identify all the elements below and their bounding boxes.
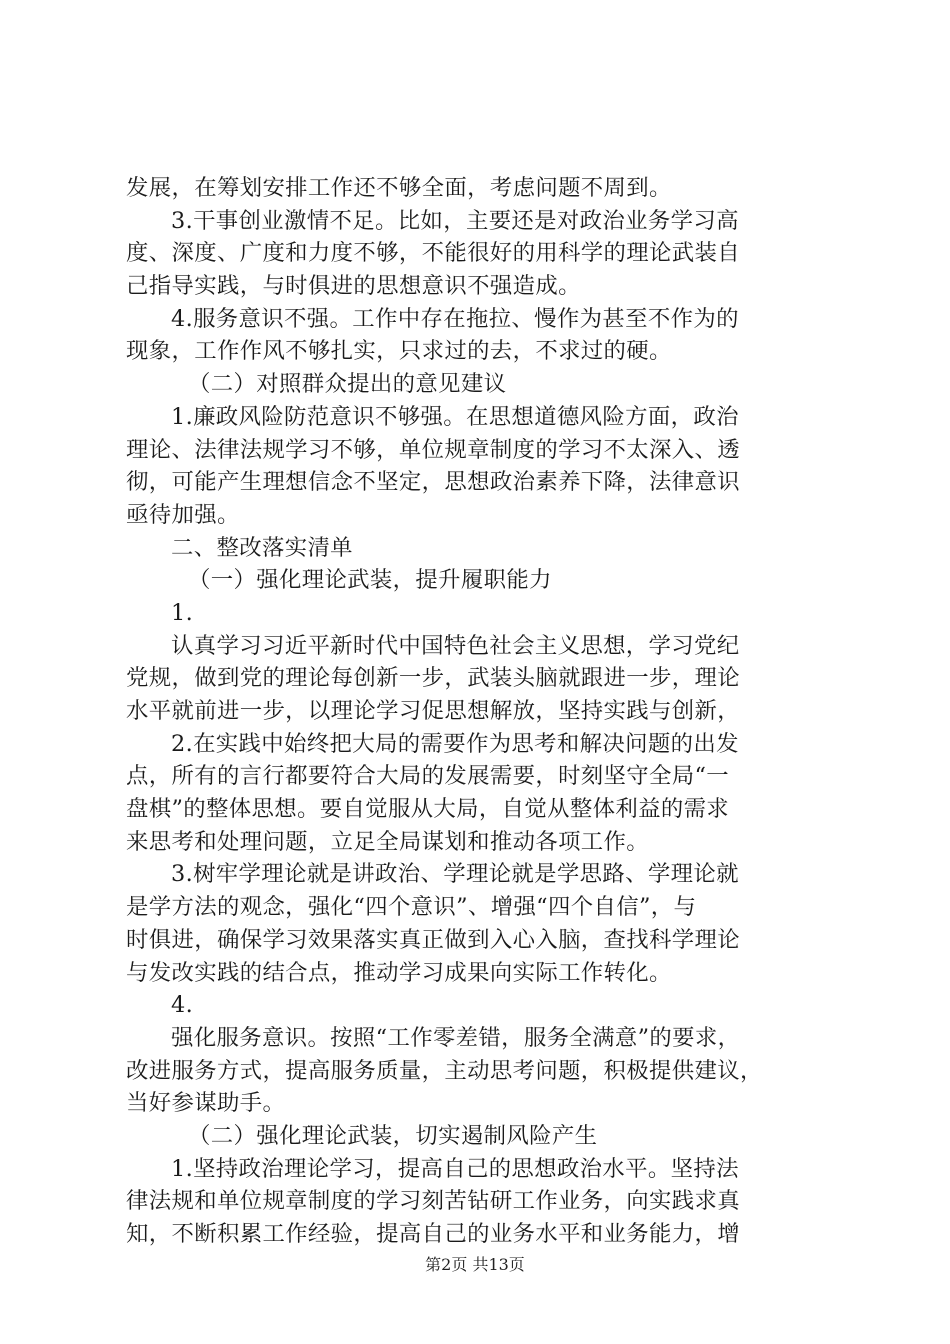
text-line: （二）强化理论武装，切实遏制风险产生 bbox=[188, 1122, 598, 1149]
text-line: 现象，工作作风不够扎实，只求过的去，不求过的硬。 bbox=[126, 338, 672, 365]
text-line: 1.廉政风险防范意识不够强。在思想道德风险方面，政治 bbox=[171, 403, 739, 430]
text-line: （二）对照群众提出的意见建议 bbox=[188, 371, 507, 398]
text-line: 1.坚持政治理论学习，提高自己的思想政治水平。坚持法 bbox=[171, 1155, 739, 1182]
text-line: 4. bbox=[171, 992, 194, 1019]
text-line: 度、深度、广度和力度不够，不能很好的用科学的理论武装自 bbox=[126, 240, 740, 267]
text-line: 二、整改落实清单 bbox=[171, 534, 353, 561]
text-line: 律法规和单位规章制度的学习刻苦钻研工作业务，向实践求真 bbox=[126, 1188, 740, 1215]
text-line: 3.树牢学理论就是讲政治、学理论就是学思路、学理论就 bbox=[171, 861, 739, 888]
text-line: 党规，做到党的理论每创新一步，武装头脑就跟进一步，理论 bbox=[126, 665, 740, 692]
text-line: 水平就前进一步，以理论学习促思想解放，坚持实践与创新， bbox=[126, 698, 740, 724]
text-line: 强化服务意识。按照“工作零差错，服务全满意”的要求， bbox=[171, 1024, 741, 1051]
text-line: 点，所有的言行都要符合大局的发展需要，时刻坚守全局“一 bbox=[126, 763, 730, 790]
text-line: 己指导实践，与时俱进的思想意识不强造成。 bbox=[126, 273, 581, 300]
text-line: 1. bbox=[171, 599, 194, 626]
text-line: 认真学习习近平新时代中国特色社会主义思想，学习党纪 bbox=[171, 632, 740, 659]
text-line: 2.在实践中始终把大局的需要作为思考和解决问题的出发 bbox=[171, 730, 739, 757]
text-line: （一）强化理论武装，提升履职能力 bbox=[188, 567, 552, 594]
text-line: 是学方法的观念，强化“四个意识”、增强“四个自信”，与 bbox=[126, 894, 697, 921]
text-line: 盘棋”的整体思想。要自觉服从大局，自觉从整体利益的需求 bbox=[126, 796, 730, 823]
text-line: 当好参谋助手。 bbox=[126, 1090, 286, 1117]
page-footer: 第2页 共13页 bbox=[425, 1255, 525, 1274]
text-line: 改进服务方式，提高服务质量，主动思考问题，积极提供建议， bbox=[126, 1057, 763, 1084]
text-line: 时俱进，确保学习效果落实真正做到入心入脑，查找科学理论 bbox=[126, 926, 740, 953]
text-line: 理论、法律法规学习不够，单位规章制度的学习不太深入、透 bbox=[126, 436, 740, 463]
text-line: 发展，在筹划安排工作还不够全面，考虑问题不周到。 bbox=[126, 175, 672, 201]
text-line: 彻，可能产生理想信念不坚定，思想政治素养下降，法律意识 bbox=[126, 469, 740, 496]
text-line: 与发改实践的结合点，推动学习成果向实际工作转化。 bbox=[126, 959, 672, 986]
document-body bbox=[126, 172, 831, 1251]
text-line: 4.服务意识不强。工作中存在拖拉、慢作为甚至不作为的 bbox=[171, 305, 739, 332]
text-line: 亟待加强。 bbox=[126, 501, 240, 528]
text-line: 3.干事创业激情不足。比如，主要还是对政治业务学习高 bbox=[171, 207, 739, 234]
text-line: 知，不断积累工作经验，提高自己的业务水平和业务能力，增 bbox=[126, 1221, 740, 1247]
text-line: 来思考和处理问题，立足全局谋划和推动各项工作。 bbox=[126, 828, 650, 855]
